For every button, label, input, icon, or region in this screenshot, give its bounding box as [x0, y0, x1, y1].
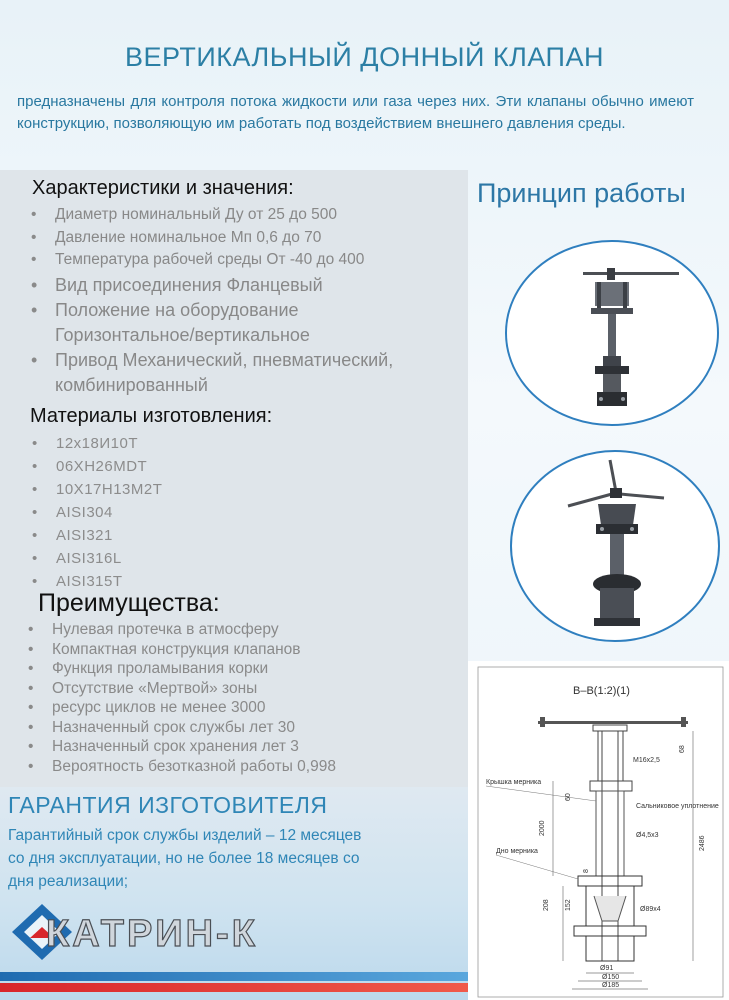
list-item: • Назначенный срок службы лет 30: [52, 718, 336, 738]
list-item: • Температура рабочей среды От -40 до 400: [55, 250, 393, 273]
list-item: • AISI316L: [56, 549, 162, 572]
list-item: • 12х18И10Т: [56, 434, 162, 457]
characteristics-list: [55, 205, 393, 398]
advantages-heading: Преимущества:: [38, 589, 220, 617]
list-item: • ресурс циклов не менее 3000: [52, 698, 336, 718]
characteristics-heading: Характеристики и значения:: [32, 177, 294, 199]
intro-text: предназначены для контроля потока жидкости или газа через них. Эти клапаны обычно имеют конструкцию, позволяющую им работать под воздействием внешнего давления среды.: [17, 93, 694, 132]
list-item: • Вероятность безотказной работы 0,998: [52, 757, 336, 777]
guarantee-title: ГАРАНТИЯ ИЗГОТОВИТЕЛЯ: [8, 792, 328, 818]
list-item: • Давление номинальное Мп 0,6 до 70: [55, 228, 393, 251]
list-item: • Диаметр номинальный Ду от 25 до 500: [55, 205, 393, 228]
dim-2486: 2486: [699, 835, 706, 851]
list-item: • Нулевая протечка в атмосферу: [52, 620, 336, 640]
valve-render-1: [503, 238, 721, 428]
list-item: • Привод Механический, пневматический,: [55, 348, 393, 373]
list-item: • AISI315T: [56, 572, 162, 595]
dim-152: 152: [565, 899, 572, 911]
label-d45: Ø4,5x3: [636, 832, 659, 839]
materials-heading: Материалы изготовления:: [30, 405, 273, 427]
dim-68: 68: [679, 745, 686, 753]
drawing-title: B–B(1:2)(1): [573, 685, 630, 697]
materials-list: [56, 434, 162, 595]
list-item: • Положение на оборудование: [55, 298, 393, 323]
company-logo: [6, 898, 306, 966]
label-d185: Ø185: [602, 982, 620, 989]
label-cover: Крышка мерника: [486, 779, 542, 786]
label-thread: M16x2,5: [633, 757, 660, 764]
list-item: • AISI304: [56, 503, 162, 526]
list-item: • Вид присоединения Фланцевый: [55, 273, 393, 298]
list-item: • AISI321: [56, 526, 162, 549]
dim-8: 8: [583, 869, 590, 873]
list-item-continuation: Горизонтальное/вертикальное: [55, 324, 310, 345]
logo-text: КАТРИН-К: [46, 913, 258, 955]
principle-heading: Принцип работы: [477, 178, 686, 208]
advantages-list: [52, 620, 336, 776]
list-item: • Назначенный срок хранения лет 3: [52, 737, 336, 757]
dim-60: 60: [565, 793, 572, 801]
decor-stripe-red: [0, 983, 468, 992]
list-item-continuation: комбинированный: [55, 374, 208, 395]
label-d150: Ø150: [602, 974, 620, 981]
list-item: • Функция проламывания корки: [52, 659, 336, 679]
decor-stripe-blue: [0, 972, 468, 981]
list-item: • Отсутствие «Мертвой» зоны: [52, 679, 336, 699]
list-item: • 06ХН26MDT: [56, 457, 162, 480]
label-bottom: Дно мерника: [496, 848, 538, 855]
dim-2000: 2000: [539, 820, 546, 836]
label-d91: Ø91: [600, 965, 614, 972]
list-item: • Компактная конструкция клапанов: [52, 640, 336, 660]
label-d89: Ø89x4: [640, 906, 661, 913]
valve-render-2: [508, 448, 722, 644]
label-seal: Сальниковое уплотнение: [636, 803, 719, 810]
list-item: • 10Х17Н13М2Т: [56, 480, 162, 503]
page-title: ВЕРТИКАЛЬНЫЙ ДОННЫЙ КЛАПАН: [125, 42, 604, 72]
dim-208: 208: [543, 899, 550, 911]
technical-drawing: [468, 661, 729, 1000]
guarantee-text: Гарантийный срок службы изделий – 12 месяцев со дня эксплуатации, но не более 18 месяцев со дня реализации;: [8, 827, 362, 890]
